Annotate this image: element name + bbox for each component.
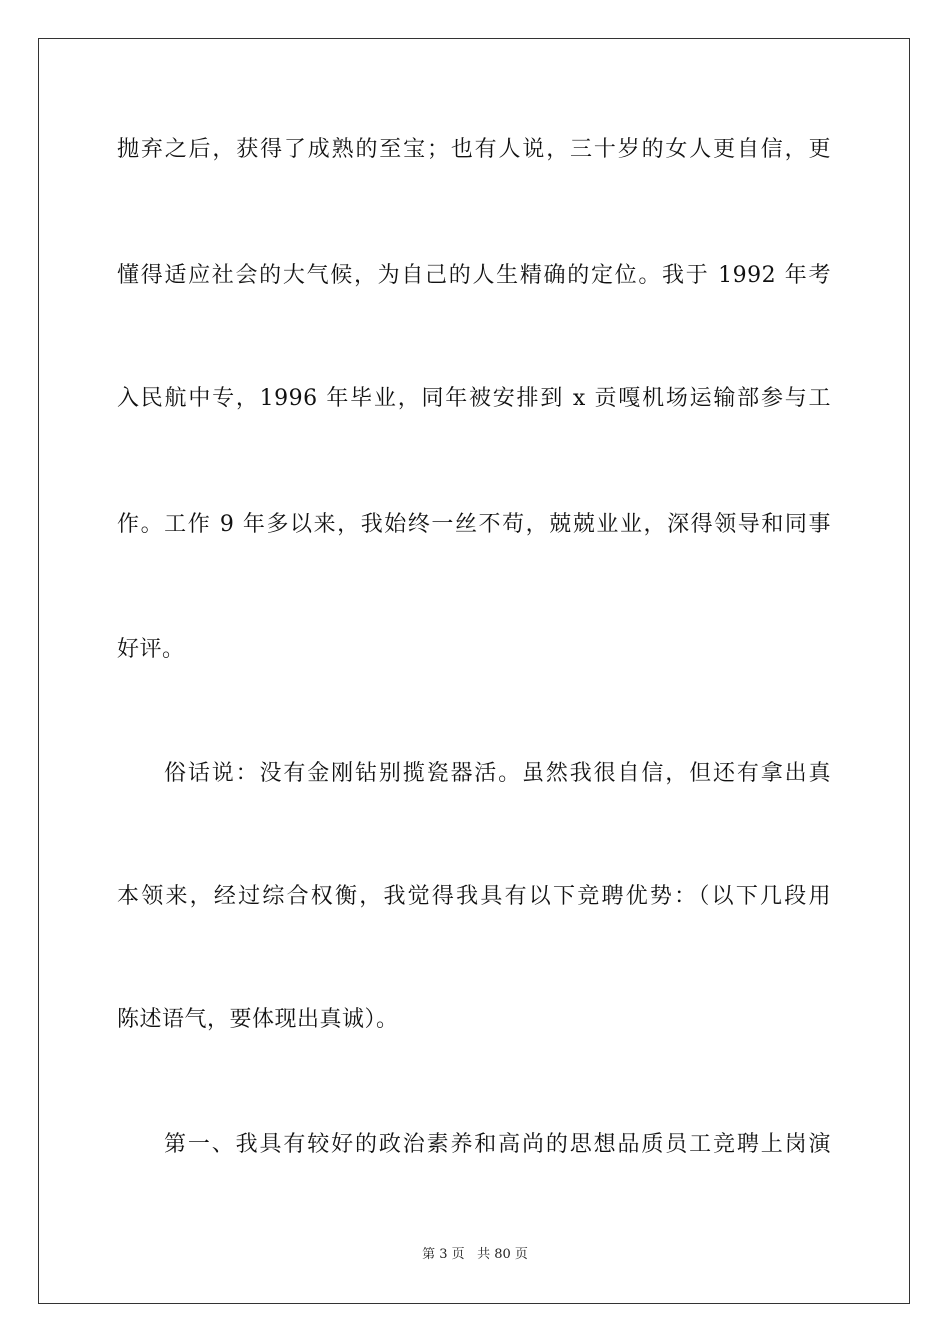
page-number: 第 3 页 (422, 1247, 465, 1262)
text-line-5: 好评。 (117, 637, 185, 662)
text-line-6: 俗话说：没有金刚钻别揽瓷器活。虽然我很自信，但还有拿出真 (164, 761, 831, 786)
text-line-7: 本领来，经过综合权衡，我觉得我具有以下竞聘优势：（以下几段用 (117, 884, 831, 909)
page-total: 共 80 页 (477, 1247, 528, 1262)
text-line-1: 抛弃之后，获得了成熟的至宝；也有人说，三十岁的女人更自信，更 (117, 137, 831, 162)
text-line-8: 陈述语气，要体现出真诚）。 (117, 1007, 399, 1032)
text-line-3: 入民航中专，1996 年毕业，同年被安排到 x 贡嘎机场运输部参与工 (117, 386, 831, 411)
page-border (38, 38, 910, 1304)
text-line-9: 第一、我具有较好的政治素养和高尚的思想品质员工竞聘上岗演 (164, 1132, 831, 1157)
text-line-4: 作。工作 9 年多以来，我始终一丝不苟，兢兢业业，深得领导和同事 (117, 512, 831, 537)
page-footer (0, 1246, 950, 1264)
text-line-2: 懂得适应社会的大气候，为自己的人生精确的定位。我于 1992 年考 (117, 263, 831, 288)
